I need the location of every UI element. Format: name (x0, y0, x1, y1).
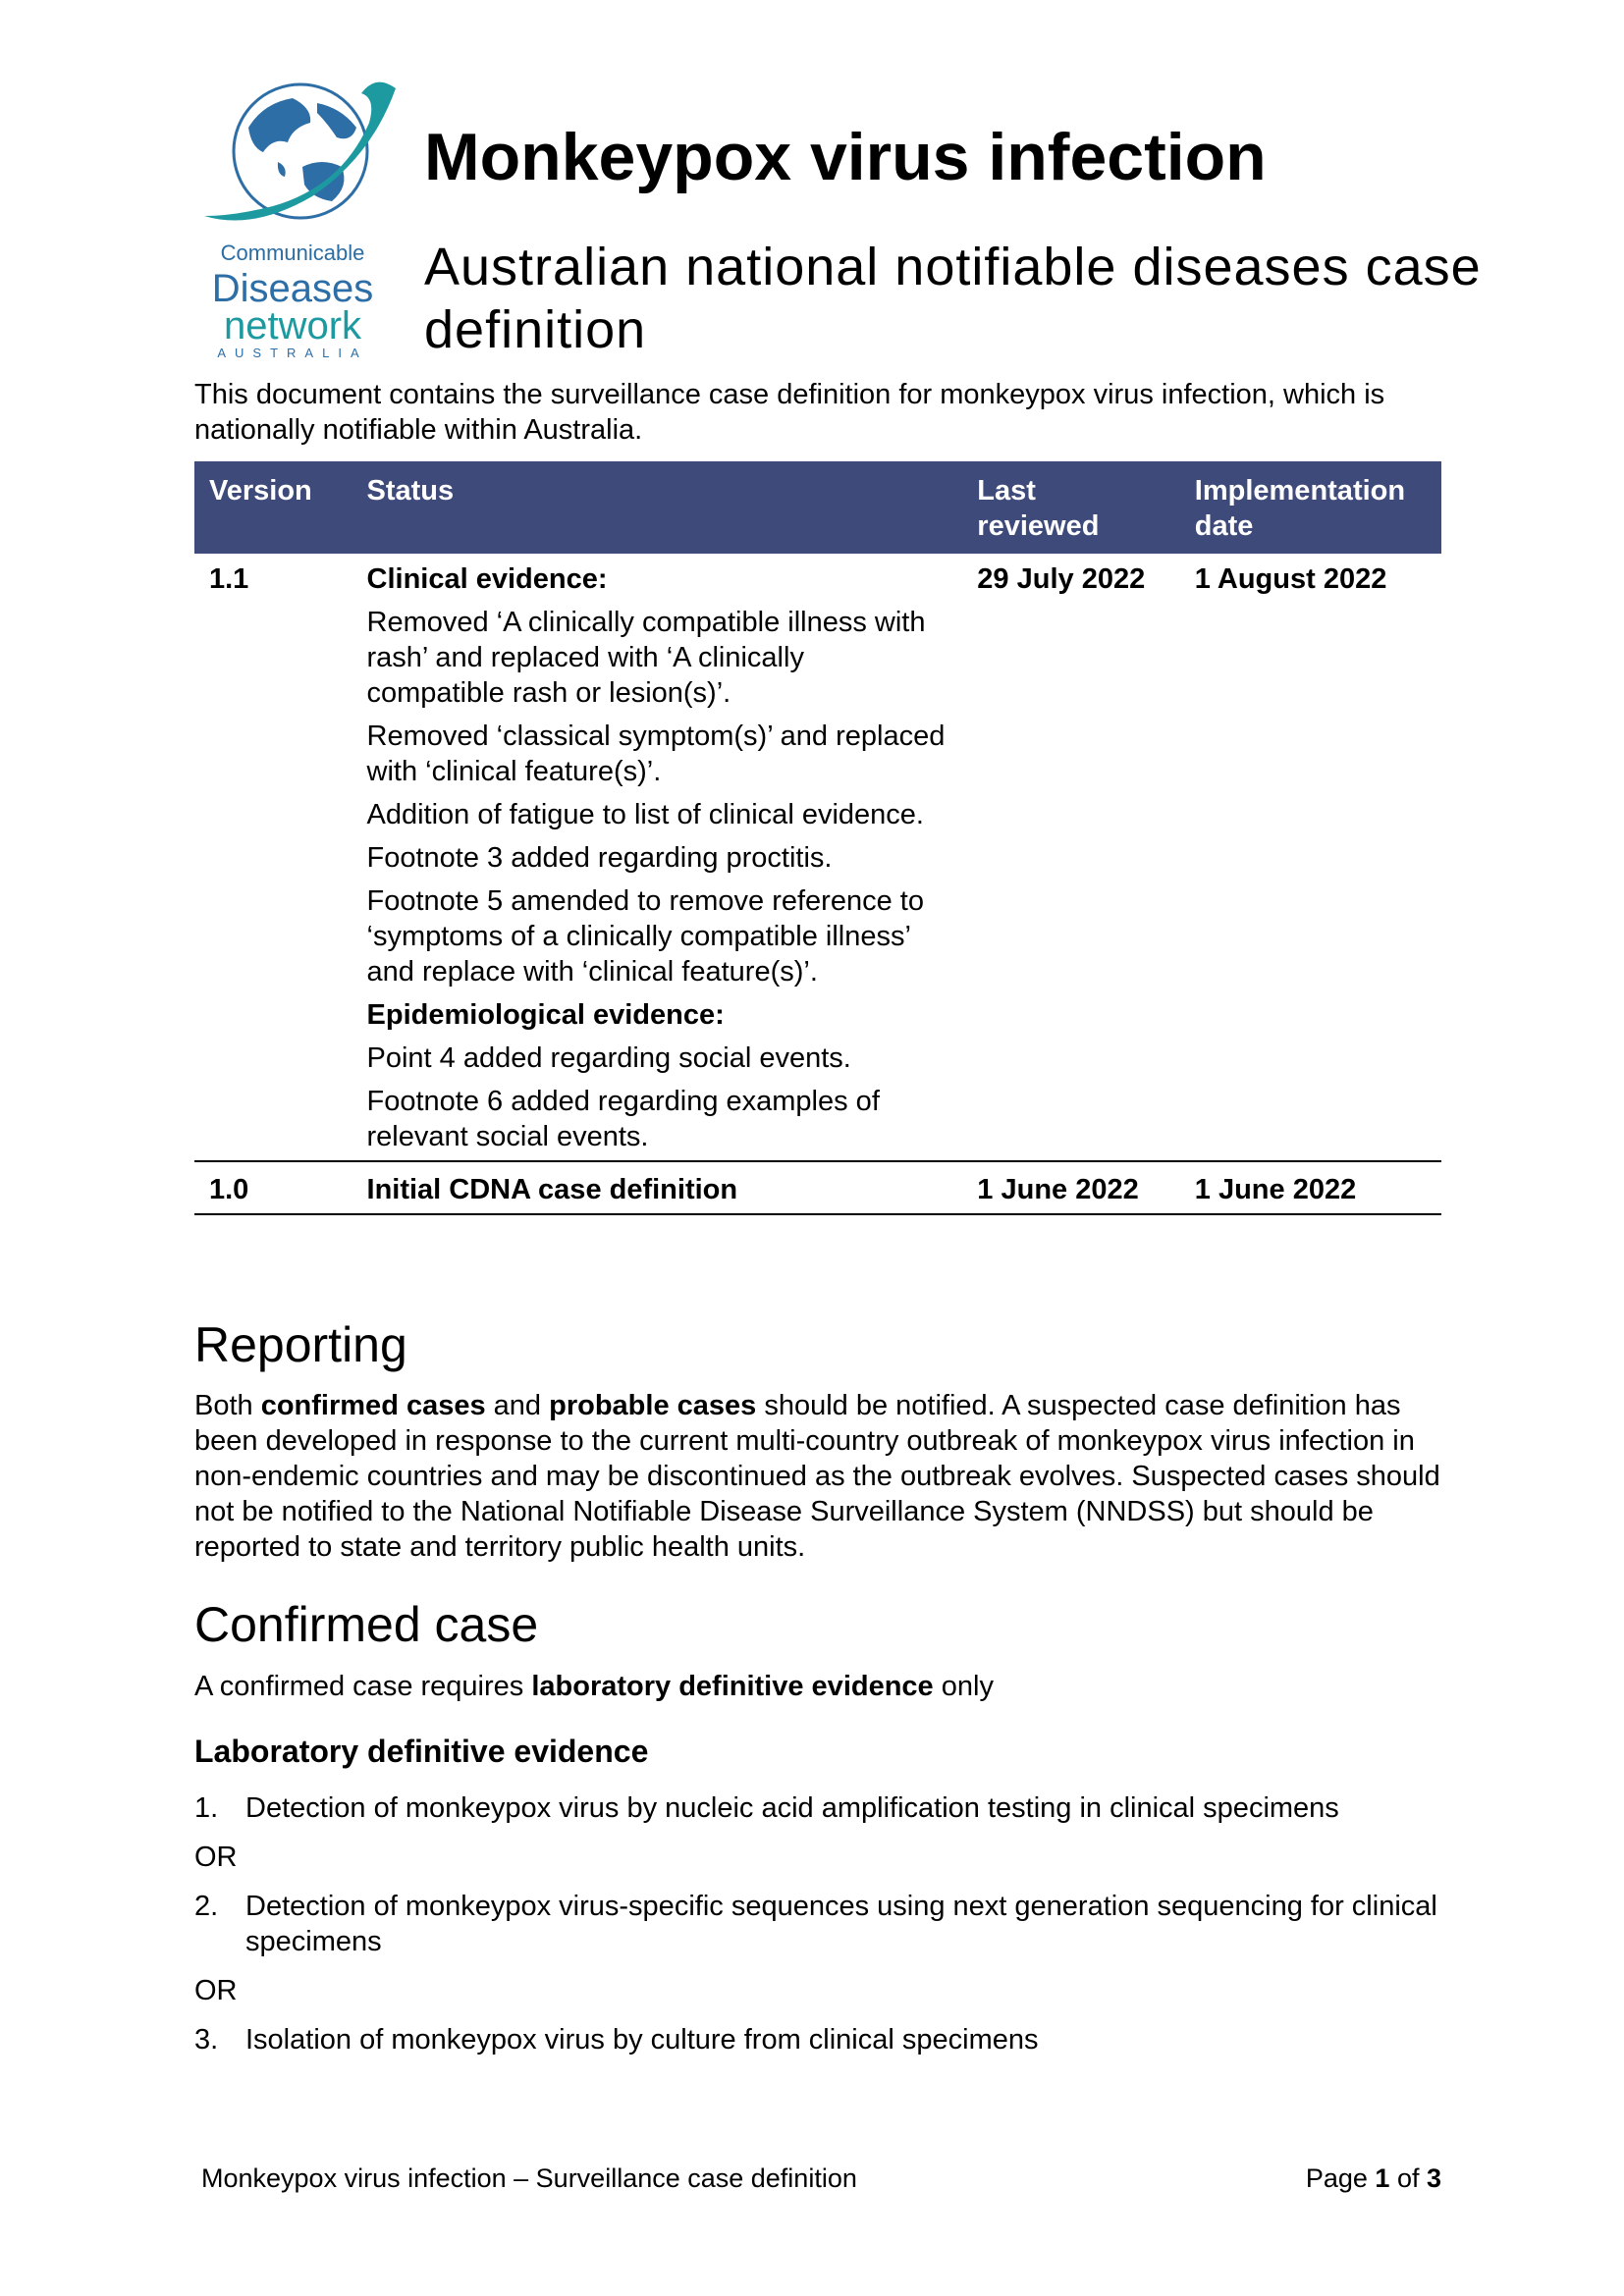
reporting-text: Both (194, 1390, 261, 1421)
implementation-date-cell: 1 August 2022 (1180, 554, 1441, 1161)
status-item: Addition of fatigue to list of clinical evidence. (366, 799, 924, 830)
page-prefix: Page (1305, 2163, 1376, 2193)
list-item (194, 2022, 1441, 2057)
version-cell: 1.0 (194, 1161, 352, 1214)
logo-line-communicable: Communicable (220, 240, 365, 265)
table-header-row (194, 461, 1441, 554)
footer-document-title: Monkeypox virus infection – Surveillance case definition (201, 2163, 857, 2193)
header-version: Version (194, 461, 352, 554)
confirmed-intro (194, 1669, 1441, 1704)
status-item: Epidemiological evidence: (366, 999, 725, 1031)
logo-line-australia: AUSTRALIA (217, 346, 368, 360)
list-item-number: 2. (194, 1891, 219, 1922)
table-row (194, 1161, 1441, 1214)
header-status: Status (352, 461, 963, 554)
last-reviewed-cell: 1 June 2022 (962, 1161, 1179, 1214)
confirmed-case-heading: Confirmed case (194, 1597, 539, 1652)
status-cell (352, 554, 963, 1161)
status-item: Clinical evidence: (366, 563, 608, 595)
list-item-number: 3. (194, 2024, 219, 2056)
intro-paragraph: This document contains the surveillance case definition for monkeypox virus infection, which is nationally notifiable within Australia. (194, 379, 1385, 446)
reporting-paragraph (194, 1388, 1441, 1565)
list-item-text: Isolation of monkeypox virus by culture from clinical specimens (245, 2024, 1039, 2056)
reporting-bold-confirmed: confirmed cases (260, 1390, 486, 1421)
or-separator: OR (194, 1975, 238, 2006)
page-current: 1 (1375, 2163, 1390, 2193)
status-item: Removed ‘classical symptom(s)’ and replaced with ‘clinical feature(s)’. (366, 721, 946, 787)
laboratory-definitive-evidence-heading: Laboratory definitive evidence (194, 1734, 649, 1769)
status-list (367, 561, 948, 1154)
page-of: of (1389, 2163, 1427, 2193)
status-item: Footnote 6 added regarding examples of relevant social events. (366, 1086, 880, 1152)
list-item-text: Detection of monkeypox virus by nucleic acid amplification testing in clinical specimens (245, 1792, 1339, 1824)
status-cell: Initial CDNA case definition (352, 1161, 963, 1214)
list-item (194, 1790, 1441, 1826)
document-subtitle: Australian national notifiable diseases case definition (424, 238, 1482, 359)
status-item: Footnote 5 amended to remove reference to ‘symptoms of a clinically compatible illness’ and replace with ‘clinical feature(s)’. (366, 885, 924, 988)
document-title: Monkeypox virus infection (424, 120, 1267, 194)
confirmed-intro-text: A confirmed case requires (194, 1671, 532, 1702)
logo-line-network: network (223, 304, 362, 347)
implementation-date-cell: 1 June 2022 (1180, 1161, 1441, 1214)
status-item: Point 4 added regarding social events. (366, 1042, 851, 1074)
status-item: Removed ‘A clinically compatible illness with rash’ and replaced with ‘A clinically compatible rash or lesion(s)’. (366, 607, 926, 709)
cdna-logo (194, 69, 401, 359)
reporting-text: and (485, 1390, 550, 1421)
list-item-number: 1. (194, 1792, 219, 1824)
reporting-bold-probable: probable cases (549, 1390, 757, 1421)
reporting-text: should be notified. A suspected case definition has been developed in response to the current multi-country outbreak of monkeypox virus infection in non-endemic countries and may be discontinued as the outbreak evolves. Suspected cases should not be notified to the National Notifiable Disease Surveillance System (NNDSS) but should be reported to state and territory public health units. (194, 1390, 1440, 1563)
page-number (1306, 2162, 1441, 2195)
page-footer (201, 2162, 1441, 2195)
reporting-heading: Reporting (194, 1317, 407, 1372)
logo-line-diseases: Diseases (211, 267, 374, 310)
or-separator: OR (194, 1842, 238, 1873)
table-row (194, 554, 1441, 1161)
confirmed-intro-bold: laboratory definitive evidence (531, 1671, 934, 1702)
header-last-reviewed: Last reviewed (962, 461, 1179, 554)
version-cell: 1.1 (194, 554, 352, 1161)
list-item (194, 1889, 1441, 1959)
page-total: 3 (1426, 2163, 1441, 2193)
version-status-table (194, 461, 1441, 1215)
list-item-text: Detection of monkeypox virus-specific sequences using next generation sequencing for clinical specimens (245, 1891, 1437, 1957)
last-reviewed-cell: 29 July 2022 (962, 554, 1179, 1161)
header-implementation-date: Implementation date (1180, 461, 1441, 554)
status-item: Footnote 3 added regarding proctitis. (366, 842, 833, 874)
laboratory-evidence-list (194, 1790, 1441, 2057)
globe-logo-icon (194, 69, 401, 240)
confirmed-intro-text: only (933, 1671, 994, 1702)
